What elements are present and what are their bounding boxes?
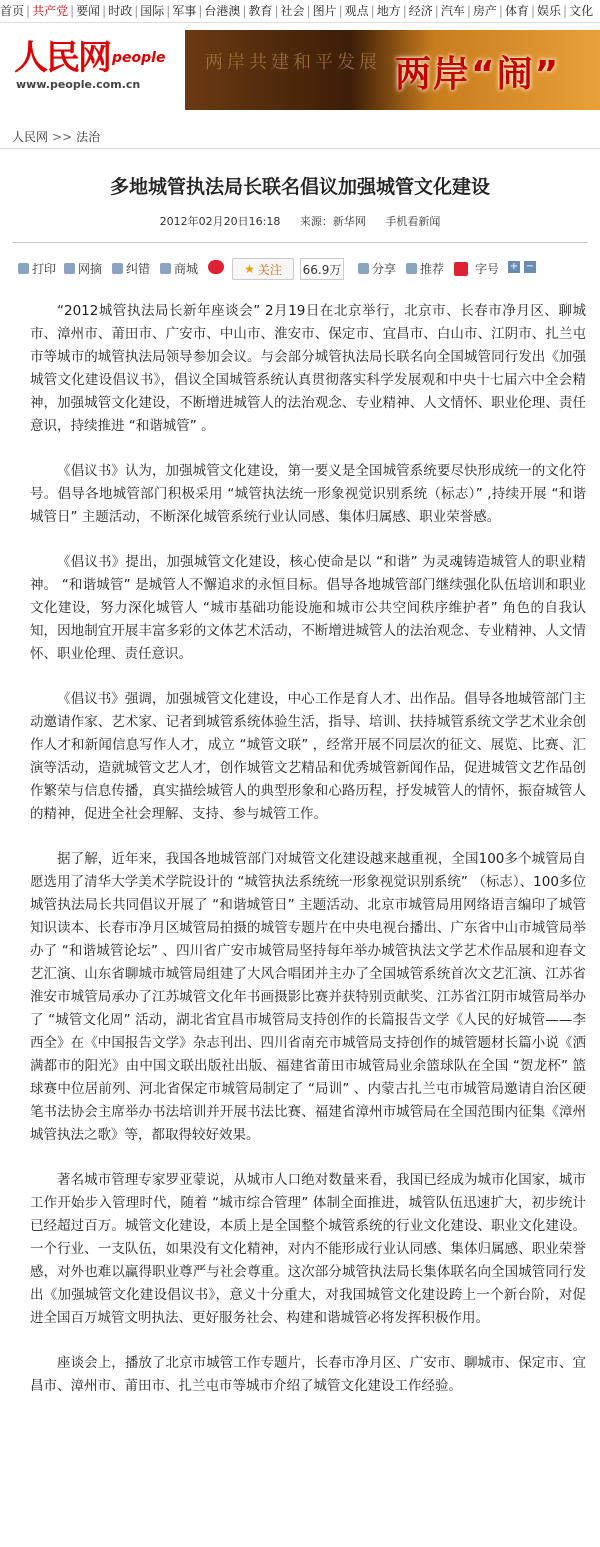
nav-separator: |	[370, 4, 375, 18]
nav-separator: |	[338, 4, 343, 18]
article-toolbar	[18, 258, 588, 280]
ad-banner[interactable]	[185, 30, 600, 110]
article-paragraph: “2012城管执法局长新年座谈会” 2月19日在北京举行，北京市、长春市净月区、聊城市、漳州市、莆田市、广安市、中山市、淮安市、保定市、宜昌市、白山市、江阴市、扎兰屯市等城市的城管执法局领导参加会议。与会部分城管执法局长联名向全国城管同行发出《加强城管文化建设倡议书》，倡议全国城管系统认真贯彻落实科学发展观和中央十七届六中全会精神，加强城管文化建设，不断增进城管人的法治观念、专业精神、人文情怀、职业伦理、责任意识，持续推进 “和谐城管” 。	[30, 303, 586, 434]
nav-item[interactable]: 观点	[344, 4, 369, 18]
correct-button[interactable]	[112, 260, 150, 277]
font-size-label: 字号	[475, 262, 500, 276]
site-logo[interactable]	[0, 22, 185, 112]
mall-button[interactable]	[160, 260, 198, 277]
divider	[0, 148, 600, 149]
mall-label: 商城	[174, 262, 199, 276]
nav-item[interactable]: 要闻	[76, 4, 101, 18]
article-date: 2012年02月20日16:18	[159, 215, 281, 228]
share-button[interactable]	[358, 260, 396, 277]
breadcrumb	[12, 128, 100, 145]
web-excerpt-label: 网摘	[78, 262, 103, 276]
nav-item[interactable]: 台港澳	[204, 4, 241, 18]
cart-icon	[160, 263, 171, 274]
edit-icon	[112, 263, 123, 274]
recommend-label: 推荐	[420, 262, 445, 276]
article-paragraph: 据了解，近年来，我国各地城管部门对城管文化建设越来越重视，全国100多个城管局自愿选用了清华大学美术学院设计的 “城管执法系统统一形象视觉识别系统” （标志）、100多位城管执法局长共同倡议开展了 “和谐城管日” 主题活动、北京市城管局用网络语言编印了城管知识读本、长春市净月区城管局拍摄的城管专题片在中央电视台播出、广东省中山市城管局举办了 “和谐城管论坛” 、四川省广安市城管局坚持每年举办城管执法文学艺术作品展和迎春文艺汇演、山东省聊城市城管局组建了大风合唱团并主办了全国城管系统首次文艺汇演、江苏省淮安市城管局承办了江苏城管文化年书画摄影比赛并获特别贡献奖、江苏省江阴市城管局举办了 “城管文化周” 活动，湖北省宜昌市城管局支持创作的长篇报告文学《人民的好城管——李西全》在《中国报告文学》杂志刊出、四川省南充市城管局支持创作的城管题材长篇小说《洒满都市的阳光》由中国文联出版社出版、福建省莆田市城管局业余篮球队在全国 “贺龙杯” 篮球赛中位居前列、河北省保定市城管局制定了 “局训” 、内蒙古扎兰屯市城管局邀请自治区硬笔书法协会主席举办书法培训并开展书法比赛、福建省漳州市城管局在全国范围内征集《漳州城管执法之歌》等，都取得较好效果。	[30, 851, 586, 1143]
nav-separator: |	[402, 4, 407, 18]
nav-item[interactable]: 娱乐	[537, 4, 562, 18]
follow-button[interactable]	[232, 258, 294, 280]
nav-item[interactable]: 经济	[408, 4, 433, 18]
nav-item[interactable]: 社会	[280, 4, 305, 18]
follow-count: 66.9万	[300, 258, 344, 280]
recommend-button[interactable]	[406, 260, 444, 277]
logo-url: www.people.com.cn	[16, 78, 141, 91]
nav-separator: |	[102, 4, 107, 18]
nav-item[interactable]: 体育	[504, 4, 529, 18]
share-icon	[358, 263, 369, 274]
nav-separator: |	[498, 4, 503, 18]
nav-item[interactable]: 图片	[312, 4, 337, 18]
nav-separator: |	[306, 4, 311, 18]
article-paragraph: 著名城市管理专家罗亚蒙说，从城市人口绝对数量来看，我国已经成为城市化国家，城市工作开始步入管理时代，随着 “城市综合管理” 体制全面推进，城管队伍迅速扩大，初步统计已经超过百万。城管文化建设，本质上是全国整个城管系统的行业文化建设、职业文化建设。一个行业、一支队伍，如果没有文化精神，对内不能形成行业认同感、集体归属感、职业荣誉感，对外也难以赢得职业尊严与社会尊重。这次部分城管执法局长集体联名向全国城管同行发出《加强城管文化建设倡议书》，意义十分重大，对我国城管文化建设跨上一个新台阶，对促进全国百万城管文明执法、更好服务社会、构建和谐城管必将发挥积极作用。	[30, 1172, 586, 1326]
font-icon	[454, 262, 468, 276]
nav-item[interactable]: 时政	[108, 4, 133, 18]
article-paragraph: 《倡议书》认为，加强城管文化建设，第一要义是全国城管系统要尽快形成统一的文化符号。倡导各地城管部门积极采用 “城管执法统一形象视觉识别系统（标志）” ,持续开展 “和谐城管日” 主题活动，不断深化城管系统行业认同感、集体归属感、职业荣誉感。	[30, 463, 586, 525]
nav-separator: |	[166, 4, 171, 18]
weibo-icon	[208, 260, 224, 274]
nav-separator: |	[530, 4, 535, 18]
nav-separator: |	[26, 4, 31, 18]
banner-headline: 两岸“闹”	[395, 54, 561, 95]
nav-separator: |	[134, 4, 139, 18]
font-size-control	[454, 260, 499, 277]
nav-separator: |	[70, 4, 75, 18]
banner-faint-text: 两岸共建和平发展	[205, 52, 381, 73]
nav-separator: |	[274, 4, 279, 18]
print-button[interactable]	[18, 260, 56, 277]
share-label: 分享	[372, 262, 397, 276]
correct-label: 纠错	[126, 262, 151, 276]
nav-item[interactable]: 文化	[569, 4, 594, 18]
article-title: 多地城管执法局长联名倡议加强城管文化建设	[109, 176, 490, 198]
nav-item[interactable]: 国际	[140, 4, 165, 18]
follow-label: 关注	[257, 262, 282, 277]
star-icon: ★	[244, 262, 255, 276]
font-decrease-button[interactable]: −	[525, 261, 535, 272]
article-meta	[0, 213, 600, 229]
breadcrumb-home-link[interactable]: 人民网	[12, 130, 49, 144]
weibo-icon-button[interactable]	[208, 260, 224, 274]
thumbs-up-icon	[406, 263, 417, 274]
logo-english: people	[112, 50, 166, 66]
article-paragraph: 《倡议书》提出，加强城管文化建设，核心使命是以 “和谐” 为灵魂铸造城管人的职业精神。 “和谐城管” 是城管人不懈追求的永恒目标。倡导各地城管部门继续强化队伍培训和职业文化建设，努力深化城管人 “城市基础功能设施和城市公共空间秩序维护者” 角色的自我认知，因地制宜开展丰富多彩的文体艺术活动，不断增进城管人的法治观念、专业精神、人文情怀、职业伦理、责任意识。	[30, 554, 586, 662]
article-body	[30, 300, 586, 1420]
mobile-news-link[interactable]: 手机看新闻	[385, 215, 441, 228]
font-increase-button[interactable]: +	[509, 261, 519, 272]
nav-item[interactable]: 军事	[172, 4, 197, 18]
print-label: 打印	[32, 262, 57, 276]
nav-separator: |	[563, 4, 568, 18]
nav-item[interactable]: 地方	[376, 4, 401, 18]
nav-item[interactable]: 汽车	[440, 4, 465, 18]
breadcrumb-section-link[interactable]: 法治	[76, 130, 101, 144]
nav-separator: |	[466, 4, 471, 18]
top-nav	[0, 0, 600, 23]
article-source: 来源：新华网	[299, 215, 366, 228]
nav-separator: |	[242, 4, 247, 18]
nav-item[interactable]: 房产	[472, 4, 497, 18]
article-paragraph: 《倡议书》强调，加强城管文化建设，中心工作是育人才、出作品。倡导各地城管部门主动邀请作家、艺术家、记者到城管系统体验生活，指导、培训、扶持城管系统文学艺术业余创作人才和新闻信息写作人才，成立 “城管文联” ，经常开展不同层次的征文、展览、比赛、汇演等活动，造就城管文艺人才，创作城管文艺精品和优秀城管新闻作品，促进城管文艺作品创作繁荣与信息传播，真实描绘城管人的典型形象和心路历程，抒发城管人的情怀，振奋城管人的精神，促进全社会理解、支持、参与城管工作。	[30, 691, 586, 822]
print-icon	[18, 263, 29, 274]
breadcrumb-arrow: >>	[52, 130, 73, 144]
nav-separator: |	[434, 4, 439, 18]
web-excerpt-button[interactable]	[64, 260, 102, 277]
logo-chinese: 人民网	[14, 38, 110, 78]
nav-item[interactable]: 共产党	[32, 4, 69, 18]
nav-item[interactable]: 教育	[248, 4, 273, 18]
nav-separator: |	[198, 4, 203, 18]
bookmark-icon	[64, 263, 75, 274]
divider	[12, 242, 588, 243]
article-paragraph: 座谈会上，播放了北京市城管工作专题片，长春市净月区、广安市、聊城市、保定市、宜昌市、漳州市、莆田市、扎兰屯市等城市介绍了城管文化建设工作经验。	[30, 1355, 586, 1394]
nav-item[interactable]: 首页	[0, 4, 25, 18]
